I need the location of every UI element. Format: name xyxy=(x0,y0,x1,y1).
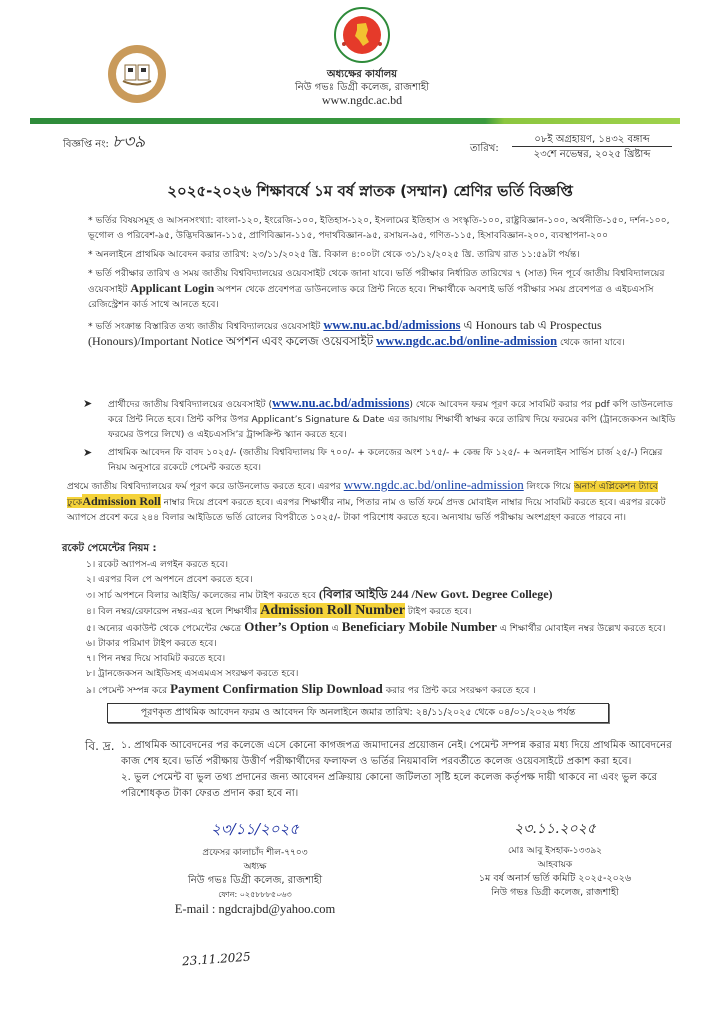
ngdc-online-admission-link-2[interactable]: www.ngdc.ac.bd/online-admission xyxy=(343,477,524,492)
applicant-login: Applicant Login xyxy=(130,281,215,295)
step-text-2: টাইপ করতে হবে। xyxy=(407,606,472,617)
principal-signature: ২৩/১১/২০২৫ xyxy=(210,820,300,838)
first-instructions xyxy=(67,477,687,525)
first-text-3: নাম্বার দিয়ে প্রবেশ করতে হবে। এরপর শিক্ষার্থীর নাম, পিতার নাম ও ভর্তি ফর্মে প্রদত্ত মোবাইল নাম্বার দিয়ে সাবমিট করতে হবে। এরপর রকেট অ্যাপসে প্রবেশ করে ২৪৪ বিলার আইডিতে ভর্তি রোলের বিপরীতে ১০২৫/- টাকা পরিশোধ করতে হবে। অন্যথায় ভর্তি পরীক্ষায় অংশগ্রহণ করতে পারবে না। xyxy=(67,497,666,523)
date-label: তারিখ: xyxy=(470,143,499,154)
office-name: অধ্যক্ষের কার্যালয় xyxy=(326,69,398,80)
convener-name: মোঃ আবু ইসহাক-১৩৩৯২ xyxy=(507,846,603,856)
nu-admissions-link-2[interactable]: www.nu.ac.bd/admissions xyxy=(272,396,410,410)
step-text: ৯। পেমেন্ট সম্পন্ন করে xyxy=(86,685,168,696)
rocket-step xyxy=(86,603,692,619)
header-divider xyxy=(30,118,680,124)
admission-roll-number-highlight: Admission Roll Number xyxy=(260,603,405,618)
exam-text: * ভর্তি পরীক্ষার তারিখ ও সময় জাতীয় বিশ্ববিদ্যালয়ের ওয়েবসাইট থেকে জানা যাবে। ভর্তি পরীক্ষার নির্ধারিত তারিখের ৭ (সাত) দিন পূর্বে জাতীয় বিশ্ববিদ্যালয়ের ওয়েবসাইট xyxy=(88,268,665,295)
rocket-step: ৬। টাকার পরিমাণ টাইপ করতে হবে। xyxy=(86,638,217,649)
rocket-step: ৭। পিন নম্বর দিয়ে সাবমিট করতে হবে। xyxy=(86,653,226,664)
first-text: প্রথমে জাতীয় বিশ্ববিদ্যালয়ের ফর্ম পূরণ করে ডাউনলোড করতে হবে। এরপর xyxy=(67,481,341,492)
date-bangla: ০৮ই অগ্রহায়ণ, ১৪৩২ বঙ্গাব্দ xyxy=(512,133,672,147)
convener-role: আহবায়ক xyxy=(537,860,573,870)
admission-roll-highlight: Admission Roll xyxy=(82,494,161,508)
page-title: ২০২৫-২০২৬ শিক্ষাবর্ষে ১ম বর্ষ স্নাতক (সম্মান) শ্রেণির ভর্তি বিজ্ঞপ্তি xyxy=(167,182,573,200)
arrow-icon: ➤ xyxy=(83,446,93,459)
principal-role: অধ্যক্ষ xyxy=(243,862,267,872)
submission-date-box: পূরণকৃত প্রাথমিক আবেদন ফরম ও আবেদন ফি অনলাইনে জমার তারিখ: ২৪/১১/২০২৫ থেকে ০৪/০১/২০২৬ পর্যন্ত xyxy=(107,703,609,723)
details-info xyxy=(88,318,684,350)
committee-name: ১ম বর্ষ অনার্স ভর্তি কমিটি ২০২৫-২০২৬ xyxy=(478,873,632,884)
college-logo xyxy=(107,44,167,104)
beneficiary-mobile: Beneficiary Mobile Number xyxy=(341,619,497,634)
note-label: বি. দ্র. xyxy=(85,739,115,753)
principal-phone: ফোন: ০২৫৮৮৮৫০৬৩ xyxy=(218,890,292,899)
principal-name: প্রফেসর কালাচাঁদ শীল-৭৭০৩ xyxy=(202,848,308,858)
receiver-signature-date: 23.11.2025 xyxy=(181,949,252,969)
online-date: * অনলাইনে প্রাথমিক আবেদন করার তারিখ: ২৩/১১/২০২৫ খ্রি. বিকাল ৪:০০টা থেকে ৩১/১২/২০২৫ খ্রি. তারিখ রাত ১১:৫৯টা পর্যন্ত। xyxy=(88,249,580,260)
date-gregorian: ২৩শে নভেম্বর, ২০২৫ খ্রিষ্টাব্দ xyxy=(533,149,651,160)
arrow-item-form xyxy=(83,396,683,442)
principal-email: E-mail : ngdcrajbd@yahoo.com xyxy=(174,902,336,916)
details-text-2: এ Honours tab এ Prospectus (Honours)/Important Notice অপশন এবং কলেজ ওয়েবসাইট xyxy=(88,318,602,348)
biller-id: (বিলার আইডি 244 /New Govt. Degree College) xyxy=(318,587,553,601)
convener-college: নিউ গভঃ ডিগ্রী কলেজ, রাজশাহী xyxy=(491,887,619,898)
arrow-icon: ➤ xyxy=(83,397,93,410)
website: www.ngdc.ac.bd xyxy=(321,93,403,107)
rocket-heading: রকেট পেমেন্টের নিয়ম : xyxy=(62,543,157,554)
fee-text: প্রাথমিক আবেদন ফি বাবদ ১০২৫/- (জাতীয় বিশ্ববিদ্যালয় ফি ৭০০/- + কলেজের অংশ ১৭৫/- + কেন্দ্র ফি ১২৫/- + অনলাইন সার্ভিস চার্জ ২৫/-) নিম্নের নিয়ম অনুসারে রকেটে পেমেন্ট করতে হবে। xyxy=(108,447,663,473)
first-text-2: লিংকে গিয়ে xyxy=(526,481,571,492)
subjects-seats: * ভর্তির বিষয়সমূহ ও আসনসংখ্যা: বাংলা-১২০, ইংরেজি-১০০, ইতিহাস-১২০, ইসলামের ইতিহাস ও সংস্কৃতি-১০০, রাষ্ট্রবিজ্ঞান-১০০, অর্থনীতি-১৫০, দর্শন-১০০, ভূগোল ও পরিবেশ-৯৫, উদ্ভিদবিজ্ঞান-১১৫, প্রাণিবিজ্ঞান-১১৫, পদার্থবিজ্ঞান-৯৫, রসায়ন-৯৫, গণিত-১১৫, হিসাববিজ্ঞান-২০০, ব্যবস্থাপনা-২০০ xyxy=(88,215,670,241)
arrow-item-fee xyxy=(83,445,683,475)
college-name: নিউ গভঃ ডিগ্রী কলেজ, রাজশাহী xyxy=(294,82,430,93)
notice-number-label: বিজ্ঞপ্তি নং: xyxy=(63,139,109,150)
step-text-2: করার পর প্রিন্ট করে সংরক্ষণ করতে হবে । xyxy=(385,685,536,696)
rocket-step xyxy=(86,619,692,636)
step-text: ৩। সার্চ অপশনে বিলার আইডি/ কলেজের নাম টাইপ করতে হবে xyxy=(86,590,316,601)
details-text-3: থেকে জানা যাবে। xyxy=(560,337,625,348)
arrow-text-2: ) থেকে আবেদন ফরম পূরণ করে সাবমিট করার পর pdf কপি ডাউনলোড করে প্রিন্ট নিতে হবে। প্রিন্ট কপির উপর Applicant’s Signature & Date এর জায়গায় শিক্ষার্থী স্বাক্ষর করে তারিখ দিয়ে ফরমের কপি (ট্রানজেকসন আইডি ফরমের উপরে লিখে) ও এইচএসসি’র ট্রান্সক্রিপ্ট স্ক্যান করতে হবে। xyxy=(108,399,676,440)
rocket-step: ২। এরপর বিল পে অপশনে প্রবেশ করতে হবে। xyxy=(86,574,253,585)
note-2: ২. ভুল পেমেন্ট বা ভুল তথ্য প্রদানের জন্য আবেদন প্রক্রিয়ায় কোনো জটিলতা সৃষ্টি হলে কলেজ কর্তৃপক্ষ দায়ী থাকবে না এবং ভুল করে পরিশোধকৃত টাকা ফেরত প্রদান করা হবে না। xyxy=(121,772,658,799)
rocket-step xyxy=(86,681,692,698)
step-text: ৪। বিল নম্বর/রেফারেন্স নম্বর-এর স্থলে শিক্ষার্থীর xyxy=(86,606,258,617)
note-1: ১. প্রাথমিক আবেদনের পর কলেজে এসে কোনো কাগজপত্র জমাদানের প্রয়োজন নেই। পেমেন্ট সম্পন্ন করার মধ্য দিয়ে প্রাথমিক আবেদনের কাজ শেষ হবে। ভর্তি পরীক্ষায় উত্তীর্ণ পরীক্ষার্থীদের ফলাফল ও ভর্তির নিয়মাবলি পরবর্তীতে কলেজ ওয়েবসাইটে প্রকাশ করা হবে। xyxy=(121,740,672,767)
payment-slip: Payment Confirmation Slip Download xyxy=(170,681,383,696)
highlight-text: অনার্স এপ্লিকেশন ট্যাবে ঢুকে xyxy=(67,481,658,508)
arrow-text: প্রার্থীদের জাতীয় বিশ্ববিদ্যালয়ের ওয়েবসাইট ( xyxy=(108,399,273,410)
government-logo xyxy=(333,6,391,64)
convener-signature-date: ২৩.১১.২০২৫ xyxy=(514,821,596,837)
step-text-3: এ শিক্ষার্থীর মোবাইল নম্বর উল্লেখ করতে হবে। xyxy=(499,623,666,634)
exam-info xyxy=(88,266,684,312)
notice-number: ৮৩৯ xyxy=(112,132,146,152)
step-text-2: এ xyxy=(331,623,339,634)
ngdc-online-admission-link[interactable]: www.ngdc.ac.bd/online-admission xyxy=(376,334,558,348)
rocket-step xyxy=(86,587,692,603)
step-text: ৫। অন্যের একাউন্ট থেকে পেমেন্টের ক্ষেত্রে xyxy=(86,623,242,634)
nu-admissions-link[interactable]: www.nu.ac.bd/admissions xyxy=(323,318,461,332)
rocket-step: ৮। ট্রানজেকসন আইডিসহ এসএমএস সংরক্ষণ করতে হবে। xyxy=(86,668,299,679)
rocket-step: ১। রকেট অ্যাপস-এ লগইন করতে হবে। xyxy=(86,559,229,570)
others-option: Other’s Option xyxy=(244,619,329,634)
exam-text-2: অপশন থেকে প্রবেশপত্র ডাউনলোড করে প্রিন্ট নিতে হবে। শিক্ষার্থীকে অবশ্যই ভর্তি পরীক্ষার সময় প্রবেশপত্র ও এইচএসসি রেজিস্ট্রেশন কার্ড সাথে আনতে হবে। xyxy=(88,284,654,310)
principal-college: নিউ গভঃ ডিগ্রী কলেজ, রাজশাহী xyxy=(187,875,323,886)
details-text: * ভর্তি সংক্রান্ত বিস্তারিত তথ্য জাতীয় বিশ্ববিদ্যালয়ের ওয়েবসাইট xyxy=(88,321,321,332)
